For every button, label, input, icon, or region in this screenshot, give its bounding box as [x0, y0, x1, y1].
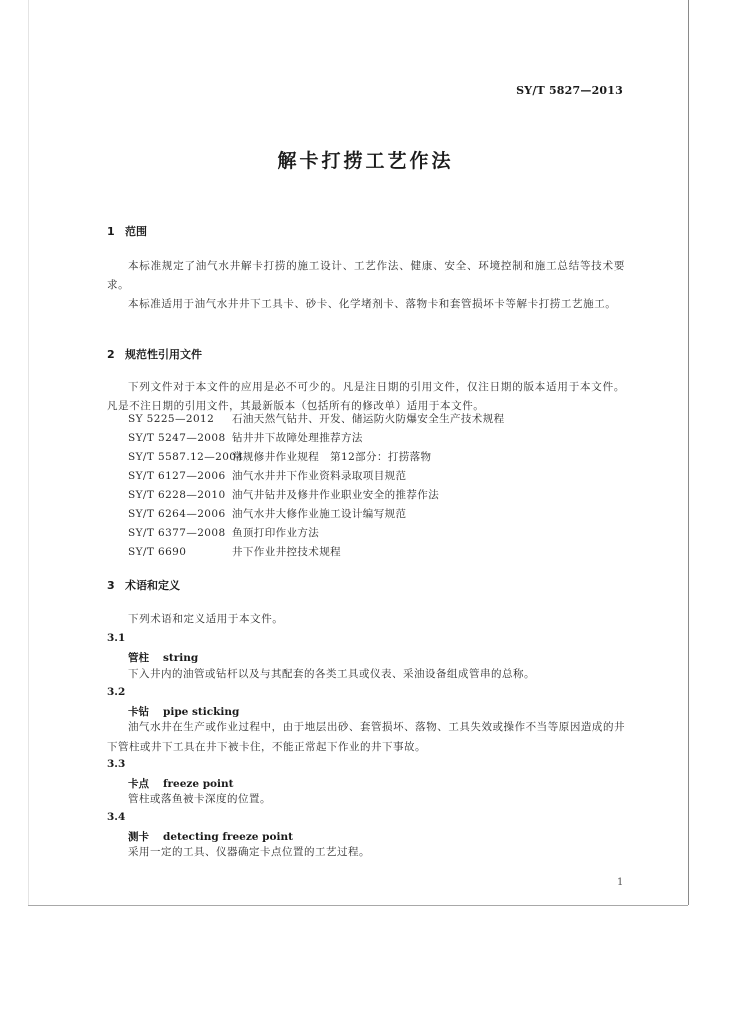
reference-list — [128, 410, 505, 562]
term-definition: 油气水井在生产或作业过程中，由于地层出砂、套管损坏、落物、工具失效或操作不当等原因造成的井下管柱或井下工具在井下被卡住，不能正常起下作业的井下事故。 — [107, 721, 625, 753]
term-en: freeze point — [163, 778, 234, 790]
reference-title: 鱼顶打印作业方法 — [232, 527, 320, 539]
reference-code: SY/T 6377—2008 — [128, 527, 226, 539]
reference-title: 常规修井作业规程 第12部分：打捞落物 — [232, 451, 432, 463]
reference-code: SY 5225—2012 — [128, 413, 215, 425]
term-en: string — [163, 652, 199, 664]
term-heading — [128, 650, 198, 665]
reference-code: SY/T 6690 — [128, 546, 187, 558]
page-edge-left — [28, 0, 29, 905]
section-1-heading — [107, 223, 147, 239]
reference-code: SY/T 6264—2006 — [128, 508, 226, 520]
section-1-title: 范围 — [125, 225, 147, 238]
term-zh: 管柱 — [128, 652, 149, 664]
page-edge-right — [688, 0, 689, 905]
section-2-intro: 下列文件对于本文件的应用是必不可少的。凡是注日期的引用文件，仅注日期的版本适用于本文件。凡是不注日期的引用文件，其最新版本（包括所有的修改单）适用于本文件。 — [107, 381, 625, 412]
section-2-heading — [107, 346, 202, 362]
reference-title: 油气水井井下作业资料录取项目规范 — [232, 470, 407, 482]
term-number: 3.1 — [107, 632, 126, 644]
term-zh: 卡钻 — [128, 706, 149, 718]
section-3-title: 术语和定义 — [125, 579, 180, 592]
section-1-paragraph-2: 本标准适用于油气水井井下工具卡、砂卡、化学堵剂卡、落物卡和套管损坏卡等解卡打捞工艺施工。 — [128, 298, 617, 310]
section-3-heading — [107, 577, 180, 593]
term-en: pipe sticking — [163, 706, 240, 718]
reference-code: SY/T 5247—2008 — [128, 432, 226, 444]
page-number: 1 — [617, 877, 624, 888]
term-number: 3.3 — [107, 758, 126, 770]
section-2-number: 2 — [107, 348, 115, 361]
term-en: detecting freeze point — [163, 831, 293, 843]
term-definition: 管柱或落鱼被卡深度的位置。 — [128, 793, 271, 805]
document-title: 解卡打捞工艺作法 — [277, 150, 454, 172]
term-number: 3.2 — [107, 686, 126, 698]
reference-item — [128, 486, 505, 505]
section-3-number: 3 — [107, 579, 115, 592]
reference-title: 石油天然气钻井、开发、储运防火防爆安全生产技术规程 — [232, 413, 505, 425]
reference-title: 油气水井大修作业施工设计编写规范 — [232, 508, 407, 520]
term-zh: 测卡 — [128, 831, 149, 843]
section-1-paragraph-1: 本标准规定了油气水井解卡打捞的施工设计、工艺作法、健康、安全、环境控制和施工总结等技术要求。 — [107, 260, 625, 291]
page-edge-bottom — [28, 905, 688, 906]
term-definition: 采用一定的工具、仪器确定卡点位置的工艺过程。 — [128, 846, 370, 858]
section-3-intro: 下列术语和定义适用于本文件。 — [128, 613, 284, 625]
reference-title: 油气井钻井及修井作业职业安全的推荐作法 — [232, 489, 440, 501]
term-definition: 下入井内的油管或钻杆以及与其配套的各类工具或仪表、采油设备组成管串的总称。 — [128, 668, 535, 680]
section-2-title: 规范性引用文件 — [125, 348, 202, 361]
standard-number: SY/T 5827—2013 — [516, 84, 623, 97]
reference-title: 井下作业井控技术规程 — [232, 546, 341, 558]
reference-item — [128, 467, 505, 486]
reference-item — [128, 410, 505, 429]
reference-item — [128, 429, 505, 448]
term-zh: 卡点 — [128, 778, 149, 790]
reference-item — [128, 543, 505, 562]
section-1-number: 1 — [107, 225, 115, 238]
reference-item — [128, 505, 505, 524]
reference-code: SY/T 6228—2010 — [128, 489, 226, 501]
reference-code: SY/T 5587.12—2004 — [128, 451, 244, 463]
reference-code: SY/T 6127—2006 — [128, 470, 226, 482]
reference-title: 钻井井下故障处理推荐方法 — [232, 432, 363, 444]
reference-item — [128, 524, 505, 543]
term-number: 3.4 — [107, 811, 126, 823]
reference-item — [128, 448, 505, 467]
